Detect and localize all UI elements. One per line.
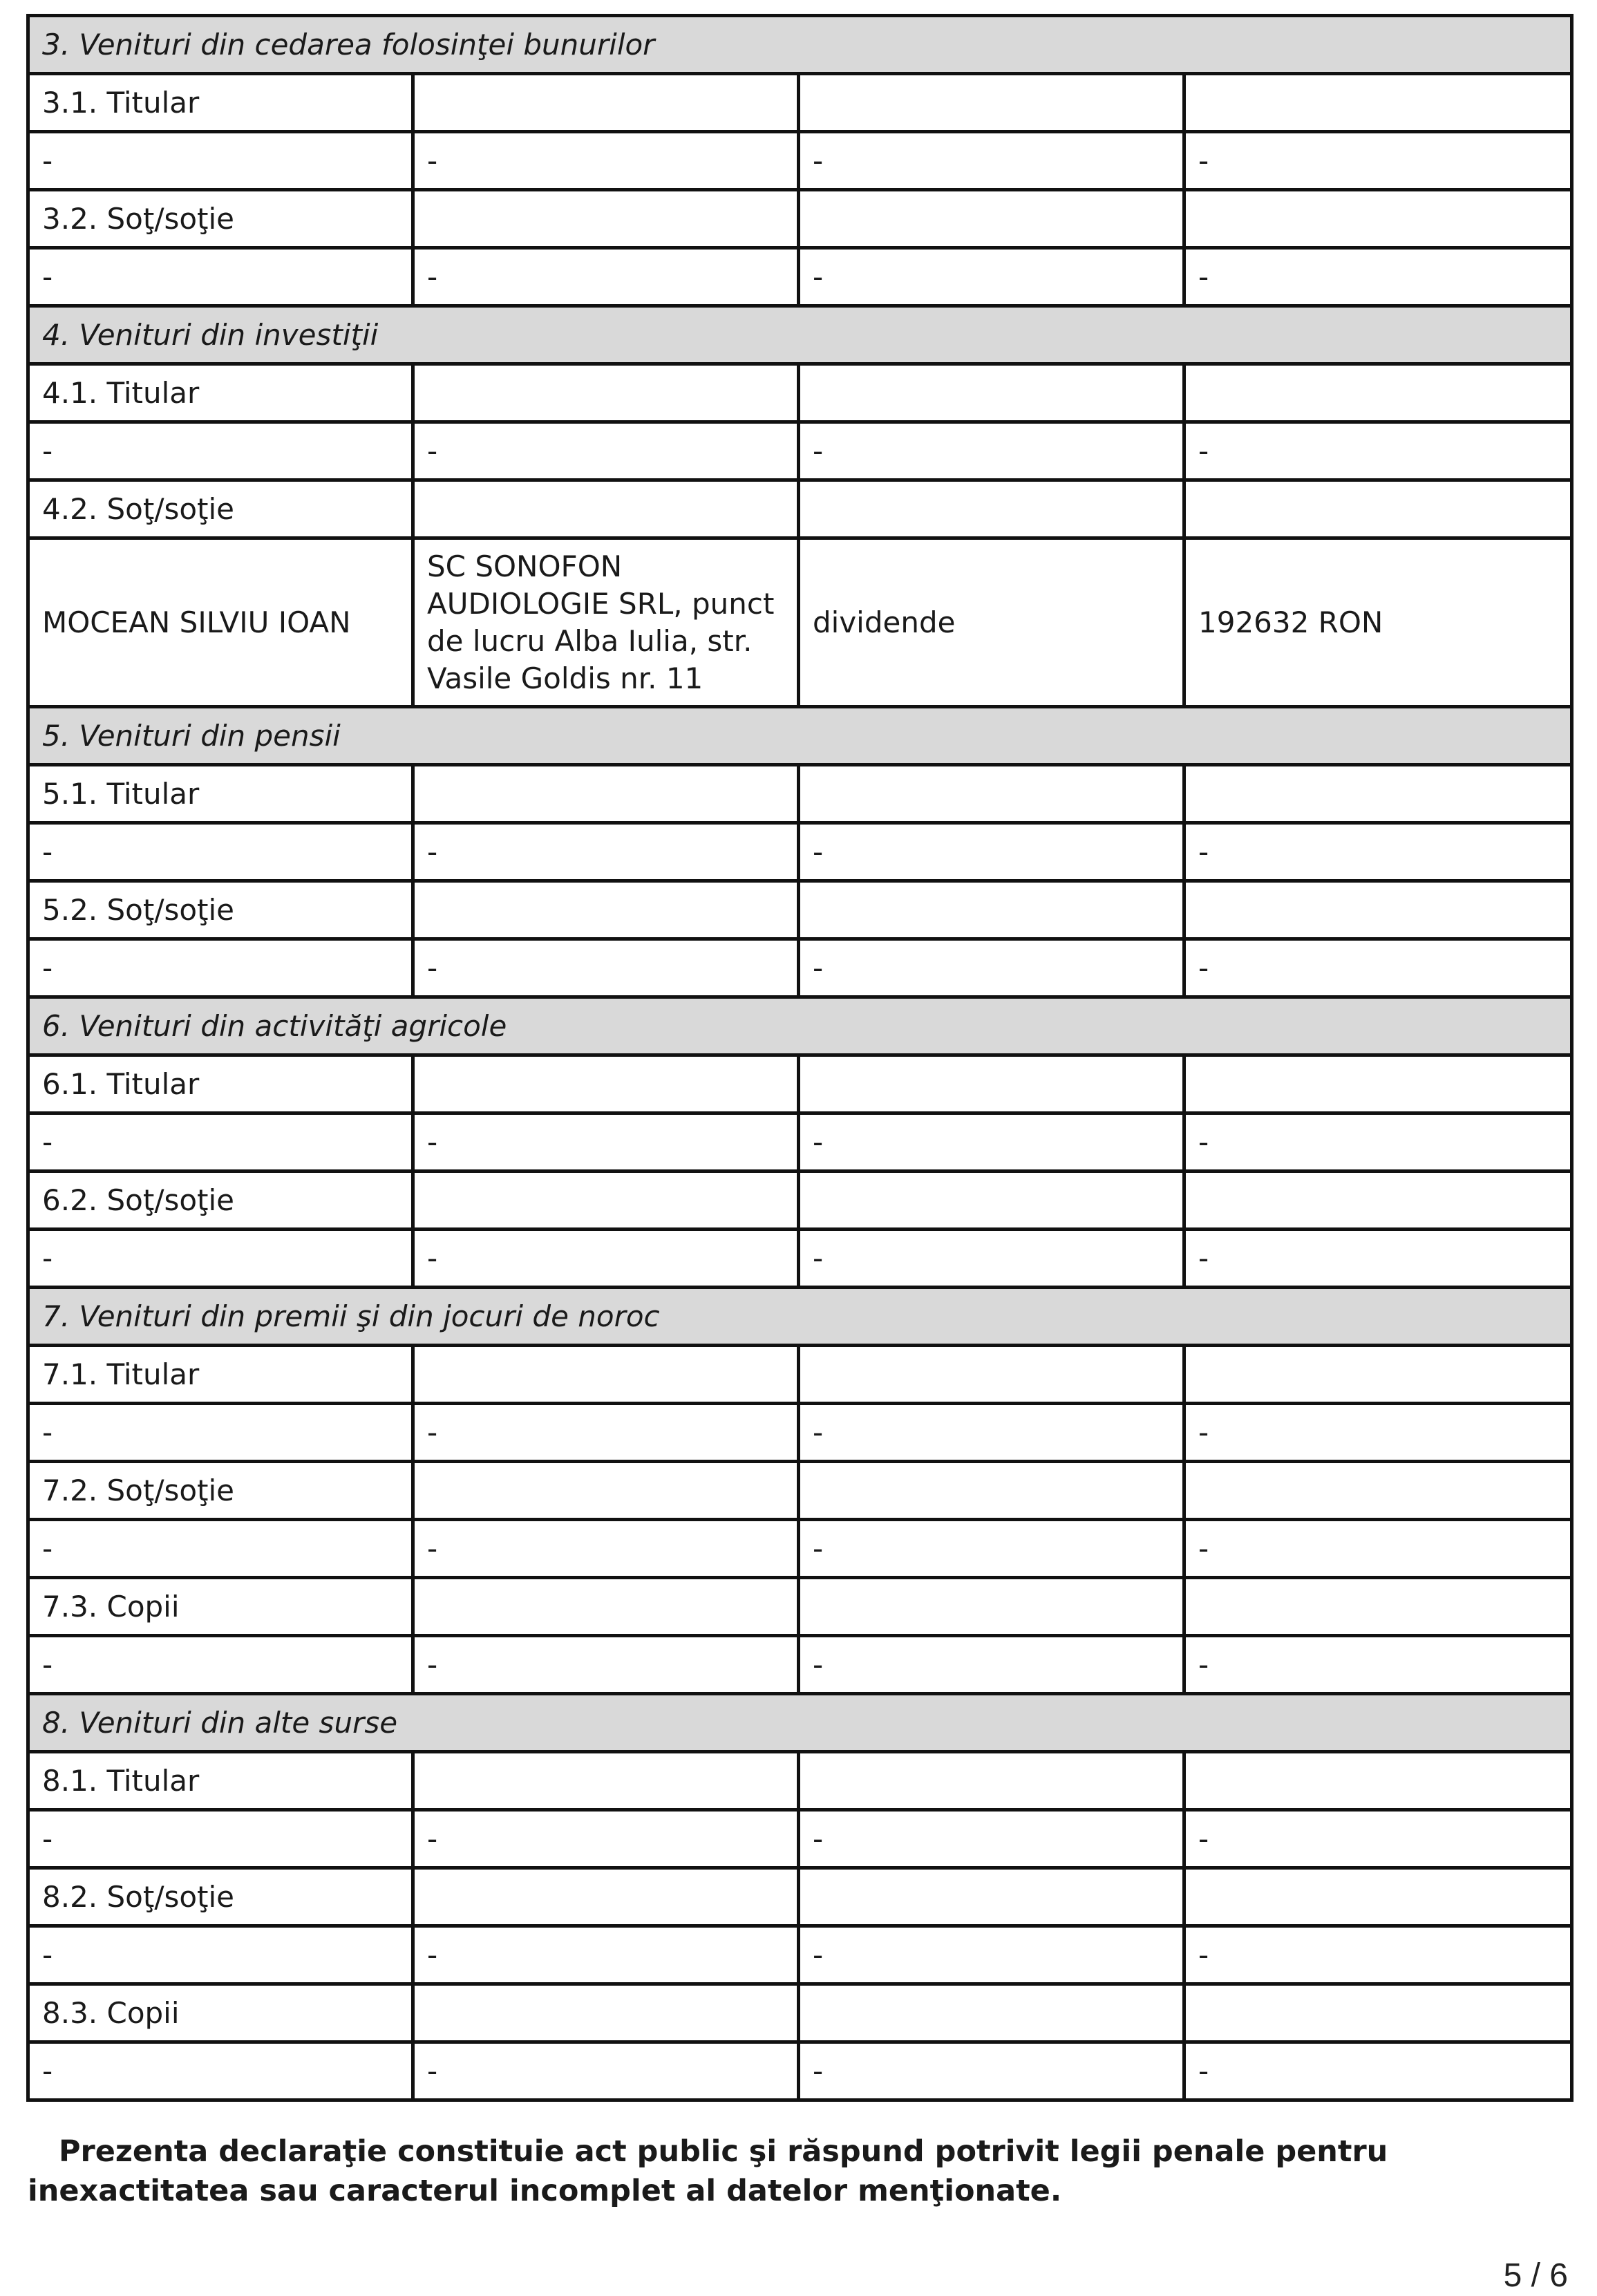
table-cell: - xyxy=(28,823,413,881)
section-title: 5. Venituri din pensii xyxy=(28,707,1572,765)
group-label: 5.1. Titular xyxy=(28,765,413,823)
section-title: 6. Venituri din activităţi agricole xyxy=(28,997,1572,1055)
empty-cell xyxy=(1184,881,1572,939)
table-cell: - xyxy=(28,1113,413,1171)
section-title: 7. Venituri din premii şi din jocuri de noroc xyxy=(28,1288,1572,1346)
table-row xyxy=(28,1810,1572,1868)
table-row xyxy=(28,1404,1572,1462)
table-cell: - xyxy=(1184,1810,1572,1868)
table-cell: - xyxy=(28,1404,413,1462)
section-header-row xyxy=(28,997,1572,1055)
table-row xyxy=(28,132,1572,190)
table-cell: - xyxy=(799,1230,1184,1288)
empty-cell xyxy=(799,364,1184,422)
group-label-row xyxy=(28,1462,1572,1520)
section-title: 8. Venituri din alte surse xyxy=(28,1694,1572,1752)
empty-cell xyxy=(799,1346,1184,1404)
empty-cell xyxy=(1184,1578,1572,1636)
table-cell: - xyxy=(799,1810,1184,1868)
table-body xyxy=(28,16,1572,2100)
empty-cell xyxy=(1184,364,1572,422)
table-cell: - xyxy=(28,2042,413,2100)
empty-cell xyxy=(799,765,1184,823)
table-cell: - xyxy=(413,1404,799,1462)
empty-cell xyxy=(413,74,799,132)
table-cell: - xyxy=(28,422,413,480)
group-label: 3.1. Titular xyxy=(28,74,413,132)
empty-cell xyxy=(413,1868,799,1926)
table-cell: - xyxy=(413,2042,799,2100)
group-label-row xyxy=(28,1868,1572,1926)
table-row xyxy=(28,1230,1572,1288)
empty-cell xyxy=(413,1171,799,1230)
empty-cell xyxy=(1184,765,1572,823)
group-label-row xyxy=(28,190,1572,248)
table-cell: - xyxy=(28,1926,413,1984)
section-header-row xyxy=(28,1288,1572,1346)
table-cell: - xyxy=(413,1926,799,1984)
group-label: 7.1. Titular xyxy=(28,1346,413,1404)
table-cell: - xyxy=(799,1926,1184,1984)
table-cell: - xyxy=(1184,823,1572,881)
section-header-row xyxy=(28,306,1572,364)
table-cell: - xyxy=(28,939,413,997)
table-cell: - xyxy=(413,422,799,480)
table-cell: - xyxy=(413,1230,799,1288)
group-label-row xyxy=(28,765,1572,823)
empty-cell xyxy=(799,190,1184,248)
empty-cell xyxy=(799,1578,1184,1636)
empty-cell xyxy=(799,1055,1184,1113)
empty-cell xyxy=(1184,74,1572,132)
table-cell: - xyxy=(28,1636,413,1694)
group-label: 6.1. Titular xyxy=(28,1055,413,1113)
table-cell: - xyxy=(799,132,1184,190)
table-row xyxy=(28,248,1572,306)
table-row xyxy=(28,1520,1572,1578)
section-header-row xyxy=(28,707,1572,765)
table-cell: - xyxy=(1184,1404,1572,1462)
table-cell: - xyxy=(799,248,1184,306)
group-label-row xyxy=(28,1055,1572,1113)
table-row xyxy=(28,1926,1572,1984)
table-cell: - xyxy=(1184,939,1572,997)
empty-cell xyxy=(413,765,799,823)
group-label-row xyxy=(28,881,1572,939)
group-label-row xyxy=(28,1171,1572,1230)
group-label: 4.2. Soţ/soţie xyxy=(28,480,413,538)
table-cell: - xyxy=(1184,1520,1572,1578)
table-row xyxy=(28,2042,1572,2100)
table-cell: - xyxy=(1184,1113,1572,1171)
table-cell: - xyxy=(28,248,413,306)
empty-cell xyxy=(413,1752,799,1810)
table-cell: - xyxy=(413,132,799,190)
table-row xyxy=(28,538,1572,707)
group-label-row xyxy=(28,1752,1572,1810)
group-label: 7.3. Copii xyxy=(28,1578,413,1636)
empty-cell xyxy=(799,1171,1184,1230)
table-cell: - xyxy=(1184,1230,1572,1288)
table-cell: - xyxy=(1184,1636,1572,1694)
group-label: 8.2. Soţ/soţie xyxy=(28,1868,413,1926)
table-cell: - xyxy=(1184,422,1572,480)
table-cell: - xyxy=(1184,2042,1572,2100)
empty-cell xyxy=(1184,1055,1572,1113)
table-cell: MOCEAN SILVIU IOAN xyxy=(28,538,413,707)
table-cell: - xyxy=(799,823,1184,881)
group-label: 4.1. Titular xyxy=(28,364,413,422)
table-row xyxy=(28,823,1572,881)
empty-cell xyxy=(1184,1171,1572,1230)
table-row xyxy=(28,939,1572,997)
table-row xyxy=(28,422,1572,480)
table-cell: - xyxy=(413,939,799,997)
income-declaration-table xyxy=(26,14,1574,2102)
empty-cell xyxy=(413,1578,799,1636)
section-title: 4. Venituri din investiţii xyxy=(28,306,1572,364)
empty-cell xyxy=(799,1868,1184,1926)
empty-cell xyxy=(413,1984,799,2042)
table-cell: SC SONOFON AUDIOLOGIE SRL, punct de lucru Alba Iulia, str. Vasile Goldis nr. 11 xyxy=(413,538,799,707)
empty-cell xyxy=(799,1984,1184,2042)
table-cell: dividende xyxy=(799,538,1184,707)
table-cell: - xyxy=(1184,1926,1572,1984)
group-label-row xyxy=(28,1578,1572,1636)
empty-cell xyxy=(413,1346,799,1404)
group-label: 8.3. Copii xyxy=(28,1984,413,2042)
empty-cell xyxy=(413,480,799,538)
table-cell: - xyxy=(413,1520,799,1578)
section-title: 3. Venituri din cedarea folosinţei bunurilor xyxy=(28,16,1572,74)
page-number: 5 / 6 xyxy=(1503,2257,1568,2294)
empty-cell xyxy=(1184,1984,1572,2042)
empty-cell xyxy=(1184,1346,1572,1404)
group-label: 8.1. Titular xyxy=(28,1752,413,1810)
table-cell: - xyxy=(799,1520,1184,1578)
empty-cell xyxy=(799,1462,1184,1520)
group-label: 6.2. Soţ/soţie xyxy=(28,1171,413,1230)
section-header-row xyxy=(28,16,1572,74)
table-cell: - xyxy=(413,1113,799,1171)
table-cell: - xyxy=(28,1230,413,1288)
empty-cell xyxy=(1184,480,1572,538)
group-label: 3.2. Soţ/soţie xyxy=(28,190,413,248)
group-label: 5.2. Soţ/soţie xyxy=(28,881,413,939)
table-cell: - xyxy=(413,248,799,306)
table-cell: - xyxy=(799,422,1184,480)
empty-cell xyxy=(1184,1868,1572,1926)
table-cell: - xyxy=(28,1810,413,1868)
table-cell: - xyxy=(799,1404,1184,1462)
empty-cell xyxy=(1184,1462,1572,1520)
empty-cell xyxy=(413,1462,799,1520)
section-header-row xyxy=(28,1694,1572,1752)
group-label-row xyxy=(28,480,1572,538)
table-cell: - xyxy=(799,1636,1184,1694)
empty-cell xyxy=(413,881,799,939)
footer-statement: Prezenta declaraţie constituie act public şi răspund potrivit legii penale pentru inexactitatea sau caracterul incomplet al datelor menţionate. xyxy=(28,2134,1388,2208)
table-row xyxy=(28,1113,1572,1171)
table-cell: - xyxy=(413,1636,799,1694)
empty-cell xyxy=(799,1752,1184,1810)
table-cell: - xyxy=(413,823,799,881)
group-label: 7.2. Soţ/soţie xyxy=(28,1462,413,1520)
table-cell: 192632 RON xyxy=(1184,538,1572,707)
empty-cell xyxy=(413,1055,799,1113)
empty-cell xyxy=(413,190,799,248)
empty-cell xyxy=(799,74,1184,132)
table-cell: - xyxy=(28,132,413,190)
table-cell: - xyxy=(1184,248,1572,306)
table-cell: - xyxy=(799,1113,1184,1171)
table-cell: - xyxy=(413,1810,799,1868)
group-label-row xyxy=(28,364,1572,422)
table-cell: - xyxy=(1184,132,1572,190)
empty-cell xyxy=(1184,190,1572,248)
empty-cell xyxy=(799,480,1184,538)
table-cell: - xyxy=(799,939,1184,997)
empty-cell xyxy=(799,881,1184,939)
table-row xyxy=(28,1636,1572,1694)
group-label-row xyxy=(28,74,1572,132)
empty-cell xyxy=(1184,1752,1572,1810)
table-cell: - xyxy=(799,2042,1184,2100)
group-label-row xyxy=(28,1984,1572,2042)
group-label-row xyxy=(28,1346,1572,1404)
empty-cell xyxy=(413,364,799,422)
table-cell: - xyxy=(28,1520,413,1578)
